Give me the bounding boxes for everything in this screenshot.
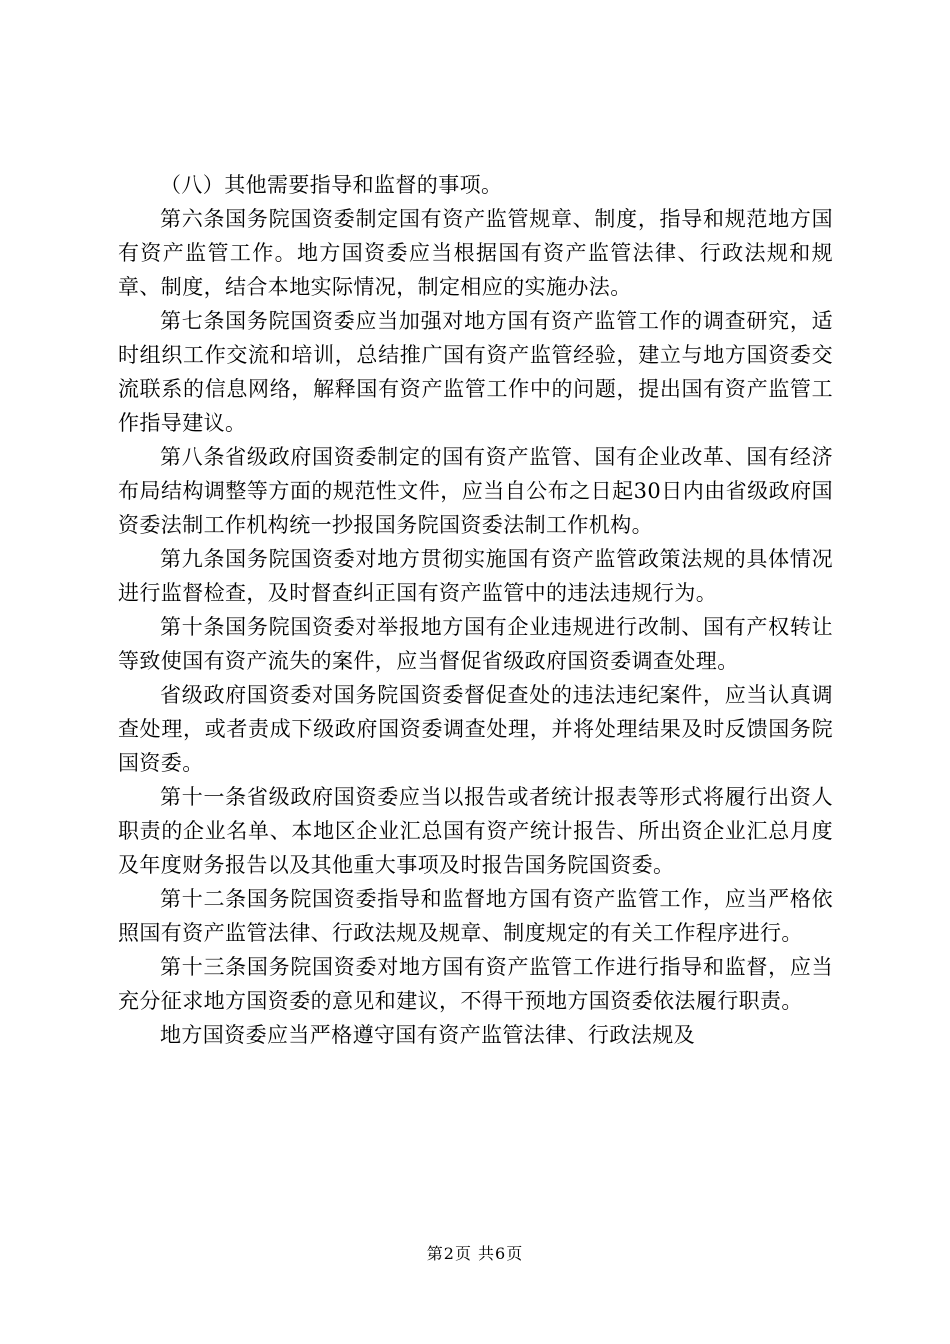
document-body (118, 168, 833, 1052)
paragraph: 第九条国务院国资委对地方贯彻实施国有资产监管政策法规的具体情况进行监督检查，及时督查纠正国有资产监管中的违法违规行为。 (118, 547, 833, 605)
paragraph: 省级政府国资委对国务院国资委督促查处的违法违纪案件，应当认真调查处理，或者责成下级政府国资委调查处理，并将处理结果及时反馈国务院国资委。 (118, 683, 833, 775)
paragraph: 第十条国务院国资委对举报地方国有企业违规进行改制、国有产权转让等致使国有资产流失的案件，应当督促省级政府国资委调查处理。 (118, 615, 833, 673)
paragraph: 第十三条国务院国资委对地方国有资产监管工作进行指导和监督，应当充分征求地方国资委的意见和建议，不得干预地方国资委依法履行职责。 (118, 955, 833, 1013)
paragraph: 第十二条国务院国资委指导和监督地方国有资产监管工作，应当严格依照国有资产监管法律、行政法规及规章、制度规定的有关工作程序进行。 (118, 887, 833, 945)
paragraph: 第八条省级政府国资委制定的国有资产监管、国有企业改革、国有经济布局结构调整等方面的规范性文件，应当自公布之日起30日内由省级政府国资委法制工作机构统一抄报国务院国资委法制工作机构。 (118, 445, 833, 537)
paragraph: 第十一条省级政府国资委应当以报告或者统计报表等形式将履行出资人职责的企业名单、本地区企业汇总国有资产统计报告、所出资企业汇总月度及年度财务报告以及其他重大事项及时报告国务院国资委。 (118, 785, 833, 877)
paragraph: （八）其他需要指导和监督的事项。 (160, 173, 503, 197)
page-number-footer: 第2页 共6页 (426, 1244, 524, 1263)
paragraph: 第六条国务院国资委制定国有资产监管规章、制度，指导和规范地方国有资产监管工作。地方国资委应当根据国有资产监管法律、行政法规和规章、制度，结合本地实际情况，制定相应的实施办法。 (118, 207, 833, 299)
paragraph: 地方国资委应当严格遵守国有资产监管法律、行政法规及 (160, 1023, 695, 1047)
paragraph: 第七条国务院国资委应当加强对地方国有资产监管工作的调查研究，适时组织工作交流和培训，总结推广国有资产监管经验，建立与地方国资委交流联系的信息网络，解释国有资产监管工作中的问题，提出国有资产监管工作指导建议。 (118, 309, 833, 435)
